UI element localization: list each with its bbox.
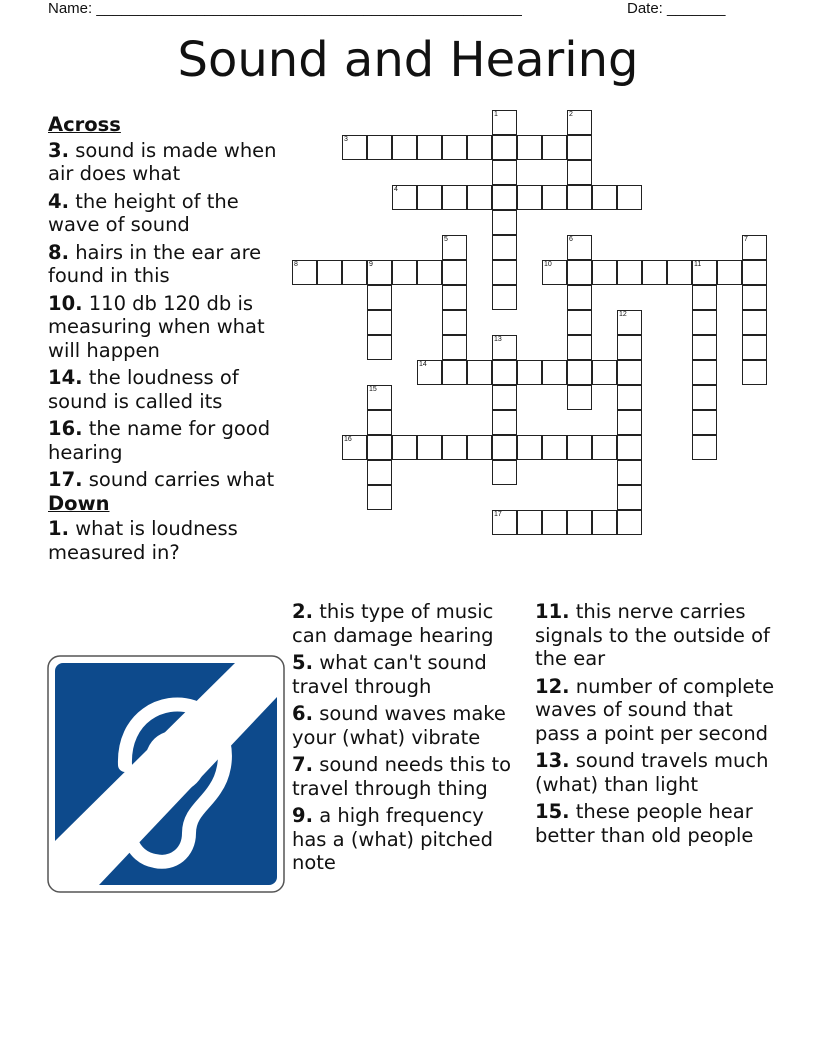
grid-cell[interactable]	[492, 185, 517, 210]
grid-cell[interactable]	[517, 360, 542, 385]
clues-column-3	[535, 600, 775, 851]
grid-cell[interactable]	[492, 110, 517, 135]
clue-text: the loudness of sound is called its	[48, 366, 239, 413]
clue-across-17	[48, 468, 284, 492]
grid-cell-number: 15	[369, 386, 377, 393]
clue-number: 17.	[48, 468, 83, 491]
grid-cell[interactable]	[567, 285, 592, 310]
clue-number: 7.	[292, 753, 313, 776]
grid-cell-number: 2	[569, 111, 573, 118]
grid-cell[interactable]	[392, 260, 417, 285]
grid-cell[interactable]	[617, 260, 642, 285]
grid-cell[interactable]	[567, 260, 592, 285]
grid-cell[interactable]	[492, 285, 517, 310]
grid-cell[interactable]	[517, 435, 542, 460]
clue-number: 4.	[48, 189, 69, 213]
grid-cell[interactable]	[692, 335, 717, 360]
grid-cell[interactable]	[392, 185, 417, 210]
grid-cell[interactable]	[392, 435, 417, 460]
grid-cell-number: 11	[694, 261, 702, 268]
grid-cell[interactable]	[342, 260, 367, 285]
grid-cell[interactable]	[542, 185, 567, 210]
clue-text: sound is made when air does what	[48, 138, 277, 185]
grid-cell[interactable]	[692, 360, 717, 385]
clue-number: 6.	[292, 702, 313, 725]
clue-text: a high frequency has a (what) pitched note	[292, 804, 494, 874]
grid-cell[interactable]	[567, 360, 592, 385]
grid-cell[interactable]	[592, 360, 617, 385]
grid-cell[interactable]	[542, 435, 567, 460]
clue-text: number of complete waves of sound that pass a point per second	[535, 674, 775, 745]
clue-number: 8.	[48, 240, 69, 264]
grid-cell-number: 3	[344, 136, 348, 143]
grid-cell[interactable]	[617, 435, 642, 460]
grid-cell[interactable]	[492, 335, 517, 360]
grid-cell[interactable]	[692, 410, 717, 435]
grid-cell[interactable]	[417, 360, 442, 385]
grid-cell[interactable]	[567, 310, 592, 335]
grid-cell[interactable]	[492, 260, 517, 285]
clue-across-16	[48, 417, 284, 464]
grid-cell[interactable]	[542, 260, 567, 285]
grid-cell-number: 7	[744, 236, 748, 243]
clue-number: 10.	[48, 291, 83, 315]
grid-cell[interactable]	[492, 460, 517, 485]
grid-cell[interactable]	[442, 360, 467, 385]
grid-cell[interactable]	[467, 135, 492, 160]
grid-cell[interactable]	[617, 360, 642, 385]
grid-cell[interactable]	[392, 135, 417, 160]
grid-cell[interactable]	[417, 135, 442, 160]
grid-cell[interactable]	[442, 135, 467, 160]
hearing-loss-ear-icon	[47, 655, 285, 893]
grid-cell[interactable]	[442, 310, 467, 335]
grid-cell[interactable]	[492, 510, 517, 535]
clue-number: 14.	[48, 366, 83, 389]
grid-cell[interactable]	[567, 135, 592, 160]
grid-cell[interactable]	[367, 460, 392, 485]
across-heading: Across	[48, 113, 121, 136]
grid-cell[interactable]	[692, 285, 717, 310]
grid-cell[interactable]	[417, 435, 442, 460]
grid-cell[interactable]	[442, 435, 467, 460]
clue-text: what can't sound travel through	[292, 651, 487, 698]
grid-cell[interactable]	[442, 185, 467, 210]
grid-cell[interactable]	[667, 260, 692, 285]
grid-cell[interactable]	[367, 485, 392, 510]
grid-cell[interactable]	[342, 435, 367, 460]
grid-cell[interactable]	[367, 385, 392, 410]
grid-cell-number: 8	[294, 261, 298, 268]
clue-text: sound carries what	[88, 468, 275, 491]
clue-down-7	[292, 753, 522, 800]
page-title: Sound and Hearing	[177, 32, 639, 88]
grid-cell[interactable]	[367, 335, 392, 360]
grid-cell-number: 4	[394, 186, 398, 193]
clue-down-12	[535, 675, 775, 746]
grid-cell[interactable]	[517, 185, 542, 210]
grid-cell[interactable]	[692, 435, 717, 460]
grid-cell[interactable]	[492, 210, 517, 235]
grid-cell[interactable]	[592, 185, 617, 210]
clue-number: 1.	[48, 517, 69, 540]
grid-cell[interactable]	[442, 235, 467, 260]
date-field-label: Date: _______	[627, 0, 726, 17]
grid-cell[interactable]	[742, 310, 767, 335]
grid-cell[interactable]	[417, 260, 442, 285]
grid-cell[interactable]	[492, 410, 517, 435]
clue-number: 9.	[292, 804, 313, 827]
grid-cell[interactable]	[492, 160, 517, 185]
grid-cell-number: 17	[494, 511, 502, 518]
grid-cell[interactable]	[542, 360, 567, 385]
clue-number: 3.	[48, 138, 69, 162]
clue-text: these people hear better than old people	[535, 800, 754, 847]
clue-number: 13.	[535, 749, 570, 772]
clue-down-15	[535, 800, 775, 847]
clue-across-10	[48, 292, 284, 363]
clue-down-2	[292, 600, 522, 647]
grid-cell-number: 13	[494, 336, 502, 343]
grid-cell[interactable]	[367, 260, 392, 285]
grid-cell[interactable]	[742, 335, 767, 360]
grid-cell-number: 9	[369, 261, 373, 268]
clue-down-13	[535, 749, 775, 796]
grid-cell[interactable]	[692, 310, 717, 335]
grid-cell[interactable]	[342, 135, 367, 160]
clue-number: 11.	[535, 600, 570, 623]
clue-across-3	[48, 139, 284, 186]
grid-cell[interactable]	[542, 135, 567, 160]
grid-cell[interactable]	[617, 410, 642, 435]
clue-text: hairs in the ear are found in this	[48, 240, 262, 287]
grid-cell[interactable]	[442, 260, 467, 285]
clue-across-4	[48, 190, 284, 237]
grid-cell[interactable]	[692, 260, 717, 285]
grid-cell-number: 12	[619, 311, 627, 318]
clue-text: what is loudness measured in?	[48, 517, 238, 564]
grid-cell[interactable]	[567, 335, 592, 360]
grid-cell[interactable]	[492, 135, 517, 160]
grid-cell[interactable]	[717, 260, 742, 285]
clue-across-8	[48, 241, 284, 288]
grid-cell[interactable]	[542, 510, 567, 535]
grid-cell[interactable]	[492, 235, 517, 260]
grid-cell[interactable]	[367, 310, 392, 335]
grid-cell[interactable]	[517, 135, 542, 160]
grid-cell[interactable]	[367, 410, 392, 435]
clues-column-1	[48, 113, 284, 568]
grid-cell[interactable]	[567, 235, 592, 260]
clue-text: this type of music can damage hearing	[292, 600, 494, 647]
clue-text: 110 db 120 db is measuring when what will happen	[48, 291, 265, 362]
grid-cell[interactable]	[467, 360, 492, 385]
clue-text: the height of the wave of sound	[48, 189, 239, 236]
clue-down-1	[48, 517, 284, 564]
grid-cell[interactable]	[617, 310, 642, 335]
grid-cell[interactable]	[567, 510, 592, 535]
clues-column-2	[292, 600, 522, 879]
clue-text: sound needs this to travel through thing	[292, 753, 512, 800]
grid-cell[interactable]	[692, 385, 717, 410]
grid-cell-number: 6	[569, 236, 573, 243]
grid-cell[interactable]	[367, 435, 392, 460]
grid-cell[interactable]	[592, 435, 617, 460]
clue-text: sound travels much (what) than light	[535, 749, 769, 796]
clue-text: this nerve carries signals to the outside of the ear	[535, 600, 770, 670]
grid-cell[interactable]	[492, 435, 517, 460]
grid-cell[interactable]	[442, 335, 467, 360]
clue-down-6	[292, 702, 522, 749]
grid-cell[interactable]	[617, 510, 642, 535]
grid-cell[interactable]	[567, 435, 592, 460]
name-field-label: Name: ___________________________________________________	[48, 0, 522, 17]
grid-cell[interactable]	[292, 260, 317, 285]
grid-cell[interactable]	[417, 185, 442, 210]
clue-down-11	[535, 600, 775, 671]
grid-cell[interactable]	[742, 260, 767, 285]
clue-text: the name for good hearing	[48, 417, 271, 464]
grid-cell-number: 14	[419, 361, 427, 368]
grid-cell[interactable]	[467, 185, 492, 210]
grid-cell[interactable]	[642, 260, 667, 285]
grid-cell[interactable]	[617, 485, 642, 510]
grid-cell[interactable]	[592, 510, 617, 535]
grid-cell-number: 5	[444, 236, 448, 243]
clue-number: 16.	[48, 417, 83, 440]
clue-down-9	[292, 804, 522, 875]
grid-cell[interactable]	[567, 160, 592, 185]
clue-number: 5.	[292, 651, 313, 674]
grid-cell[interactable]	[617, 185, 642, 210]
grid-cell[interactable]	[492, 360, 517, 385]
grid-cell[interactable]	[567, 185, 592, 210]
grid-cell-number: 10	[544, 261, 552, 268]
grid-cell[interactable]	[467, 435, 492, 460]
clue-number: 12.	[535, 674, 570, 698]
grid-cell[interactable]	[742, 285, 767, 310]
grid-cell[interactable]	[567, 110, 592, 135]
clue-number: 2.	[292, 600, 313, 623]
clue-number: 15.	[535, 800, 570, 823]
grid-cell[interactable]	[317, 260, 342, 285]
grid-cell[interactable]	[442, 285, 467, 310]
grid-cell[interactable]	[592, 260, 617, 285]
grid-cell[interactable]	[367, 135, 392, 160]
grid-cell[interactable]	[617, 335, 642, 360]
grid-cell[interactable]	[742, 360, 767, 385]
grid-cell-number: 16	[344, 436, 352, 443]
grid-cell[interactable]	[567, 385, 592, 410]
grid-cell[interactable]	[742, 235, 767, 260]
clue-down-5	[292, 651, 522, 698]
grid-cell[interactable]	[492, 385, 517, 410]
clue-across-14	[48, 366, 284, 413]
down-heading: Down	[48, 491, 110, 515]
grid-cell[interactable]	[617, 460, 642, 485]
grid-cell[interactable]	[367, 285, 392, 310]
clue-text: sound waves make your (what) vibrate	[292, 702, 506, 749]
grid-cell-number: 1	[494, 111, 498, 118]
grid-cell[interactable]	[617, 385, 642, 410]
grid-cell[interactable]	[517, 510, 542, 535]
